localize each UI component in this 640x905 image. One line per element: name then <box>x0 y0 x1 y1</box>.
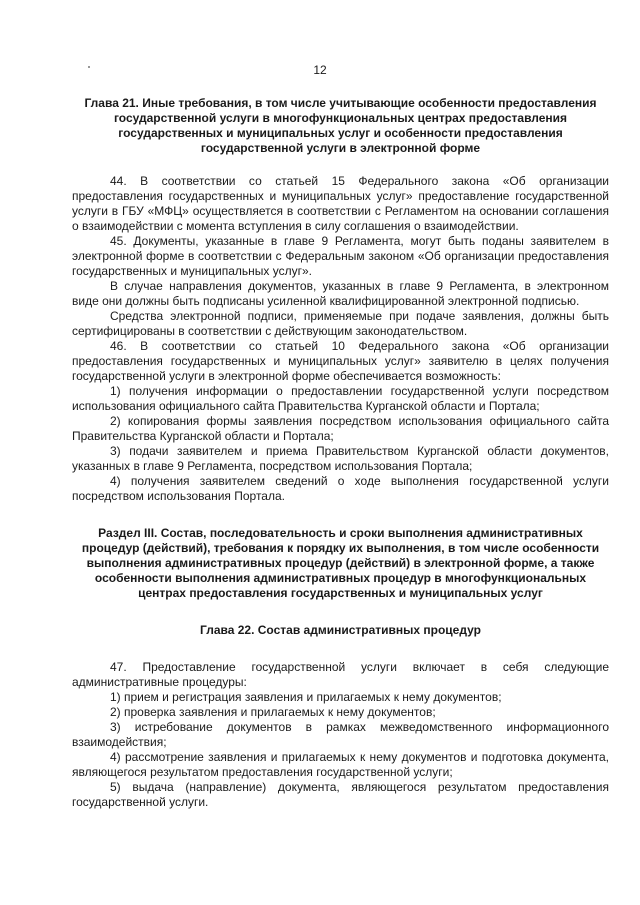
page-number: 12 <box>313 63 327 77</box>
section-3-heading: Раздел III. Состав, последовательность и сроки выполнения административных процедур (действий), требования к порядку их выполнения, в том числе особенности выполнения административных процедур (действий) в электронной форме, а также особенности выполнения административных процедур в многофункциональных центрах предоставления государственных и муниципальных услуг <box>81 526 600 600</box>
chapter-22-heading: Глава 22. Состав административных процедур <box>200 623 481 637</box>
page-content <box>72 96 609 810</box>
list-item-46-4: 4) получения заявителем сведений о ходе выполнения государственной услуги посредством использования Портала. <box>72 474 609 503</box>
paragraph-45: 45. Документы, указанные в главе 9 Регламента, могут быть поданы заявителем в электронной форме в соответствии с Федеральным законом «Об организации предоставления государственных и муниципальных услуг». <box>72 234 609 278</box>
list-item-47-5: 5) выдача (направление) документа, являющегося результатом предоставления государственной услуги. <box>72 780 609 809</box>
list-item-46-2: 2) копирования формы заявления посредством использования официального сайта Правительства Курганской области и Портала; <box>72 414 609 443</box>
list-item-47-2: 2) проверка заявления и прилагаемых к нему документов; <box>110 705 436 719</box>
paragraph-47: 47. Предоставление государственной услуги включает в себя следующие административные процедуры: <box>72 660 609 689</box>
list-item-46-3: 3) подачи заявителем и приема Правительством Курганской области документов, указанных в главе 9 Регламента, посредством использования Портала; <box>72 444 609 473</box>
scan-speck <box>88 66 90 68</box>
list-item-47-3: 3) истребование документов в рамках межведомственного информационного взаимодействия; <box>72 720 609 749</box>
chapter-21-heading: Глава 21. Иные требования, в том числе учитывающие особенности предоставления государственной услуги в многофункциональных центрах предоставления государственных и муниципальных услуг и особенности предоставления государственной услуги в электронной форме <box>84 96 597 155</box>
paragraph-45-electronic: В случае направления документов, указанных в главе 9 Регламента, в электронном виде они должны быть подписаны усиленной квалифицированной электронной подписью. <box>72 279 609 308</box>
paragraph-46: 46. В соответствии со статьей 10 Федерального закона «Об организации предоставления государственных и муниципальных услуг» заявителю в целях получения государственной услуги в электронной форме обеспечивается возможность: <box>72 339 609 383</box>
list-item-46-1: 1) получения информации о предоставлении государственной услуги посредством использования официального сайта Правительства Курганской области и Портала; <box>72 384 609 413</box>
list-item-47-4: 4) рассмотрение заявления и прилагаемых к нему документов и подготовка документа, являющегося результатом предоставления государственной услуги; <box>72 750 609 779</box>
paragraph-44: 44. В соответствии со статьей 15 Федерального закона «Об организации предоставления государственных и муниципальных услуг» предоставление государственной услуги в ГБУ «МФЦ» осуществляется в соответствии с Регламентом на основании соглашения о взаимодействии с момента вступления в силу соглашения о взаимодействии. <box>72 174 609 233</box>
list-item-47-1: 1) прием и регистрация заявления и прилагаемых к нему документов; <box>110 690 502 704</box>
paragraph-45-signature: Средства электронной подписи, применяемые при подаче заявления, должны быть сертифицированы в соответствии с действующим законодательством. <box>72 309 609 338</box>
